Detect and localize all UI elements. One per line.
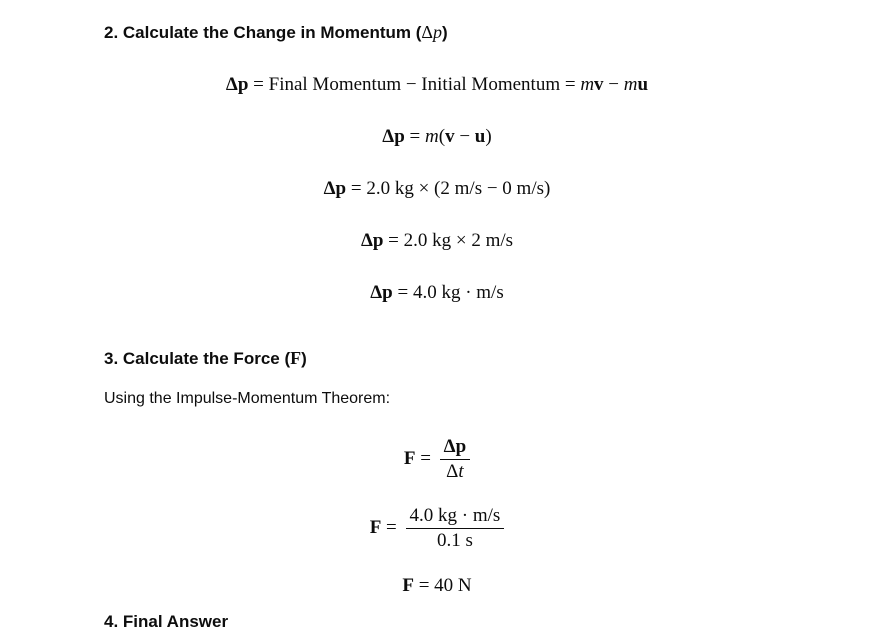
math-segment: Δp [443, 436, 467, 457]
math-segment: v [445, 126, 455, 147]
math-segment: ) [441, 23, 448, 42]
equation-lhs [370, 517, 402, 538]
math-segment: t [458, 461, 464, 482]
fraction [440, 437, 470, 482]
math-segment: m [623, 74, 638, 95]
math-segment: = [404, 126, 425, 147]
document-body [0, 22, 872, 642]
math-segment: F [290, 348, 302, 368]
math-segment: = Final Momentum − Initial Momentum = [248, 74, 581, 95]
equation-momentum-substitution [104, 176, 770, 202]
section-heading-momentum [104, 22, 770, 43]
math-segment: v [594, 74, 604, 95]
math-segment: − [603, 74, 624, 95]
math-segment: = 40 N [413, 575, 472, 596]
math-segment: 3. Calculate the Force ( [104, 349, 291, 368]
section-heading-force [104, 348, 770, 369]
equation-momentum-factored [104, 124, 770, 150]
math-segment: ) [485, 126, 492, 147]
fraction-denominator [437, 529, 473, 551]
math-segment: = 2.0 kg × 2 m/s [383, 230, 514, 251]
fraction-numerator [406, 506, 505, 529]
math-segment: = [415, 447, 436, 469]
math-segment: 4. Final Answer [104, 612, 229, 631]
math-segment: m [425, 126, 439, 147]
math-segment: Δ [446, 461, 459, 482]
section-heading-final-answer [104, 612, 770, 632]
math-segment: Δp [360, 230, 384, 251]
equation-force-result [104, 573, 770, 599]
math-segment: Δp [382, 126, 405, 147]
math-segment: = 2.0 kg × (2 m/s − 0 m/s) [346, 178, 551, 199]
math-segment: 4.0 kg · m/s [409, 505, 501, 526]
content-column [104, 22, 770, 632]
math-segment: p [432, 22, 442, 42]
equation-momentum-result [104, 280, 770, 306]
math-segment: Δ [421, 22, 433, 42]
math-segment: F [369, 516, 382, 538]
math-segment: Δp [323, 178, 347, 199]
equation-force-substitution [104, 506, 770, 551]
equation-lhs [404, 448, 436, 469]
math-segment: = 4.0 kg · m/s [392, 282, 504, 303]
paragraph-impulse-theorem: Using the Impulse-Momentum Theorem: [104, 390, 391, 407]
equation-force-formula [104, 437, 770, 482]
math-segment: Δp [225, 74, 249, 95]
math-segment: m [580, 74, 595, 95]
math-segment: 0.1 s [436, 530, 473, 551]
math-segment: = [381, 516, 402, 538]
fraction [406, 506, 505, 551]
math-segment: F [403, 447, 416, 469]
math-segment: ( [438, 126, 446, 147]
equation-momentum-product [104, 228, 770, 254]
math-segment: F [402, 575, 414, 596]
math-segment: Δp [370, 282, 393, 303]
math-segment: ) [301, 349, 307, 368]
equation-momentum-definition [104, 72, 770, 98]
fraction-denominator [446, 460, 464, 482]
math-segment: u [474, 126, 486, 147]
math-segment: 2. Calculate the Change in Momentum ( [104, 23, 422, 42]
fraction-numerator [440, 437, 470, 460]
math-segment: − [454, 126, 475, 147]
math-segment: u [637, 74, 649, 95]
